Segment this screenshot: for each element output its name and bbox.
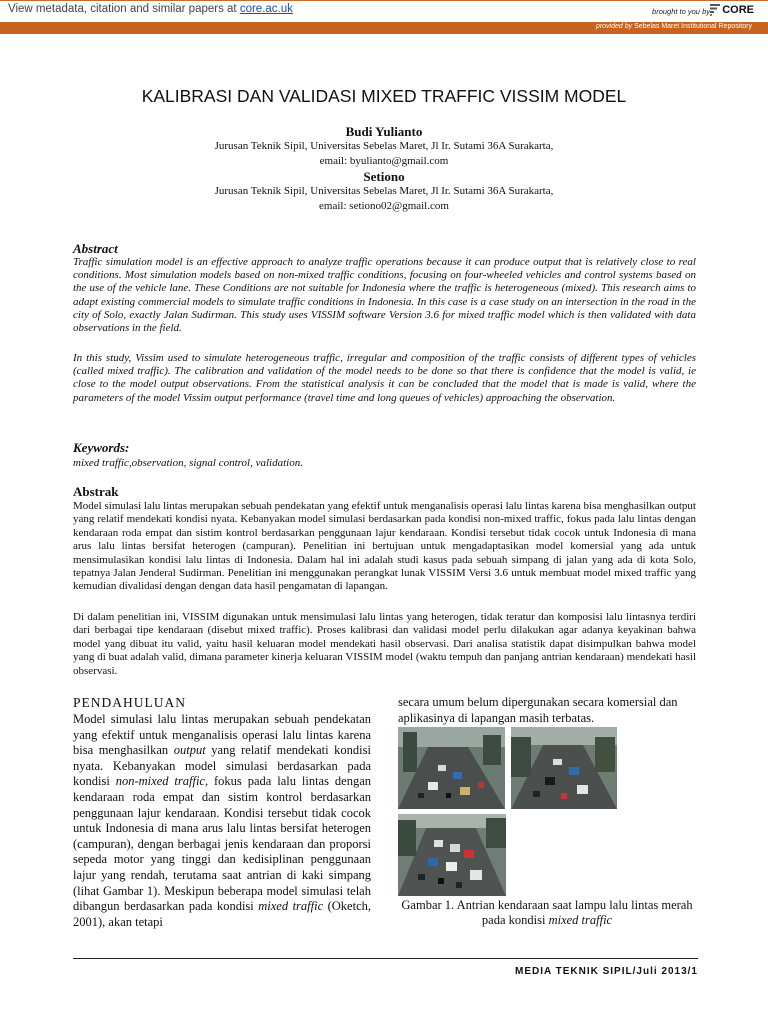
pendahuluan-heading: PENDAHULUAN	[73, 695, 186, 710]
figure-caption-italic: mixed traffic	[548, 913, 613, 927]
abstract-paragraph: In this study, Vissim used to simulate heterogeneous traffic, irregular and composition of the traffic consists of different types of vehicles (called mixed traffic). The calibration and validation of the model needs to be done so that there is confidence that the model is valid, ie close to the model output observations. From the statistical analysis it can be concluded that the model that is made is valid, where the parameters of the model Vissim output performance (travel time and long queues of vehicles) approaching the observation.	[73, 352, 696, 404]
traffic-photo-image	[398, 727, 505, 809]
abstract-heading: Abstract	[73, 241, 118, 256]
author-affiliation: Jurusan Teknik Sipil, Universitas Sebelas Maret, Jl Ir. Sutami 36A Surakarta,	[214, 140, 554, 152]
author-affiliation: Jurusan Teknik Sipil, Universitas Sebelas Maret, Jl Ir. Sutami 36A Surakarta,	[214, 185, 554, 197]
keywords-heading: Keywords:	[73, 440, 130, 455]
author-name: Budi Yulianto	[345, 124, 423, 139]
right-column-text: secara umum belum dipergunakan secara komersial dan aplikasinya di lapangan masih terbatas.	[398, 695, 678, 725]
core-metadata-link[interactable]	[8, 3, 293, 15]
traffic-photo-image	[398, 814, 506, 896]
author-email: email: byulianto@gmail.com	[319, 155, 449, 167]
traffic-photo-image	[511, 727, 617, 809]
provided-by-label: provided by	[595, 23, 633, 30]
abstrak-paragraph: Di dalam penelitian ini, VISSIM digunakan untuk mensimulasi lalu lintas yang heterogen, tidak teratur dan komposisi lalu lintasnya terdiri dari berbagai tipe kendaraan (disebut mixed traffic). Proses kalibrasi dan validasi model perlu dilakukan agar adanya keyakinan bahwa model yang dibuat itu valid, yaitu hasil keluaran model mendekati hasil observasi. Dari analisa statistik dapat disimpulkan bahwa model yang di buat adalah valid, dimana parameter kinerja keluaran VISSIM model (waktu tempuh dan panjang antrian kendaraan) mendekati hasil observasi.	[73, 611, 696, 677]
journal-footer: MEDIA TEKNIK SIPIL/Juli 2013/1	[514, 966, 698, 977]
keywords-text: mixed traffic,observation, signal control, validation.	[73, 457, 303, 469]
traffic-photo	[398, 814, 506, 896]
figure-caption-text: Gambar 1. Antrian kendaraan saat lampu lalu lintas merah pada kondisi	[401, 898, 693, 927]
provided-by-text[interactable]	[596, 23, 752, 30]
author-email: email: setiono02@gmail.com	[319, 200, 449, 212]
footer-divider	[73, 958, 698, 959]
core-logo[interactable]	[710, 4, 754, 16]
core-ac-uk-link[interactable]: core.ac.uk	[239, 3, 293, 15]
figure-caption	[396, 898, 698, 928]
paper-title: KALIBRASI DAN VALIDASI MIXED TRAFFIC VISSIM MODEL	[141, 86, 627, 106]
traffic-photo	[511, 727, 617, 809]
pendahuluan-text: Model simulasi lalu lintas merupakan sebuah pendekatan yang efektif untuk menganalisis operasi lalu lintas karena bisa menghasilkan	[73, 712, 371, 758]
pendahuluan-text: (Oketch, 2001), akan tetapi	[73, 899, 372, 929]
traffic-photo	[398, 727, 505, 809]
core-link-prefix: View metadata, citation and similar papers at	[8, 3, 240, 15]
pendahuluan-text: yang relatif mendekati kondisi nyata. Kebanyakan model simulasi berdasarkan pada kondisi	[73, 743, 371, 789]
pendahuluan-text: , fokus pada lalu lintas dengan kendaraan roda empat dan sistim kontrol berdasarkan penggunaan lajur kendaraan. Kondisi tersebut tidak cocok untuk Indonesia di mana arus lalu lintas bersifat heterogen (campuran), dengan berbagai jenis kendaraan dan proporsi sepeda motor yang tinggi dan kedisiplinan penggunaan lajur yang rendah, terutama saat antrian di kaki simpang (lihat Gambar 1). Meskipun beberapa model simulasi telah dibangun berdasarkan pada kondisi	[73, 774, 371, 914]
core-logo-icon	[710, 4, 720, 16]
author-name: Setiono	[363, 169, 405, 184]
pendahuluan-italic: output	[173, 743, 206, 758]
pendahuluan-italic: non-mixed traffic	[115, 774, 205, 789]
pendahuluan-paragraph	[73, 712, 371, 930]
abstrak-paragraph: Model simulasi lalu lintas merupakan sebuah pendekatan yang efektif untuk menganalisis operasi lalu lintas karena bisa menghasilkan output yang relatif mendekati kondisi nyata. Kebanyakan model simulasi berdasarkan pada kondisi non-mixed traffic, fokus pada lalu lintas dengan kendaraan roda empat dan sistim kontrol berdasarkan penggunaan lajur kendaraan. Kondisi tersebut tidak cocok untuk Indonesia di mana arus lalu lintas bersifat heterogen (campuran). Penelitian ini bertujuan untuk mengadaptasikan model komersial yang ada untuk mensimulasikan kondisi lalu lintas di Indonesia. Dalam hal ini adalah studi kasus pada sebuah simpang di jalan yang ada di kota Solo, tepatnya Jalan Jenderal Sudirman. Penelitian ini menggunakan perangkat lunak VISSIM Versi 3.6 untuk membuat model mixed traffic yang kemudian divalidasi dengan dengan data hasil pengamatan di lapangan.	[73, 500, 696, 593]
core-logo-text: CORE	[722, 4, 754, 16]
pendahuluan-italic: mixed traffic	[258, 899, 324, 914]
provided-by-repository: Sebelas Maret Institutional Repository	[634, 23, 752, 30]
brought-by-text: brought to you by	[652, 7, 710, 16]
abstrak-heading: Abstrak	[73, 484, 119, 499]
core-banner	[0, 0, 768, 34]
abstract-paragraph: Traffic simulation model is an effective approach to analyze traffic operations because it can produce output that is relatively close to real conditions. Most simulation models based on non-mixed traffic conditions, focusing on four-wheeled vehicles and control systems based on the use of the vehicle lane. These Conditions are not suitable for Indonesia where the traffic is heterogeneous (mixed). This research aims to adapt existing commercial models to simulate traffic conditions in Indonesia. In this case is a case study on an intersection in the road in the city of Solo, exactly Jalan Sudirman. This study uses VISSIM software Version 3.6 for mixed traffic model which is then validated with data observations in the field.	[73, 256, 696, 335]
